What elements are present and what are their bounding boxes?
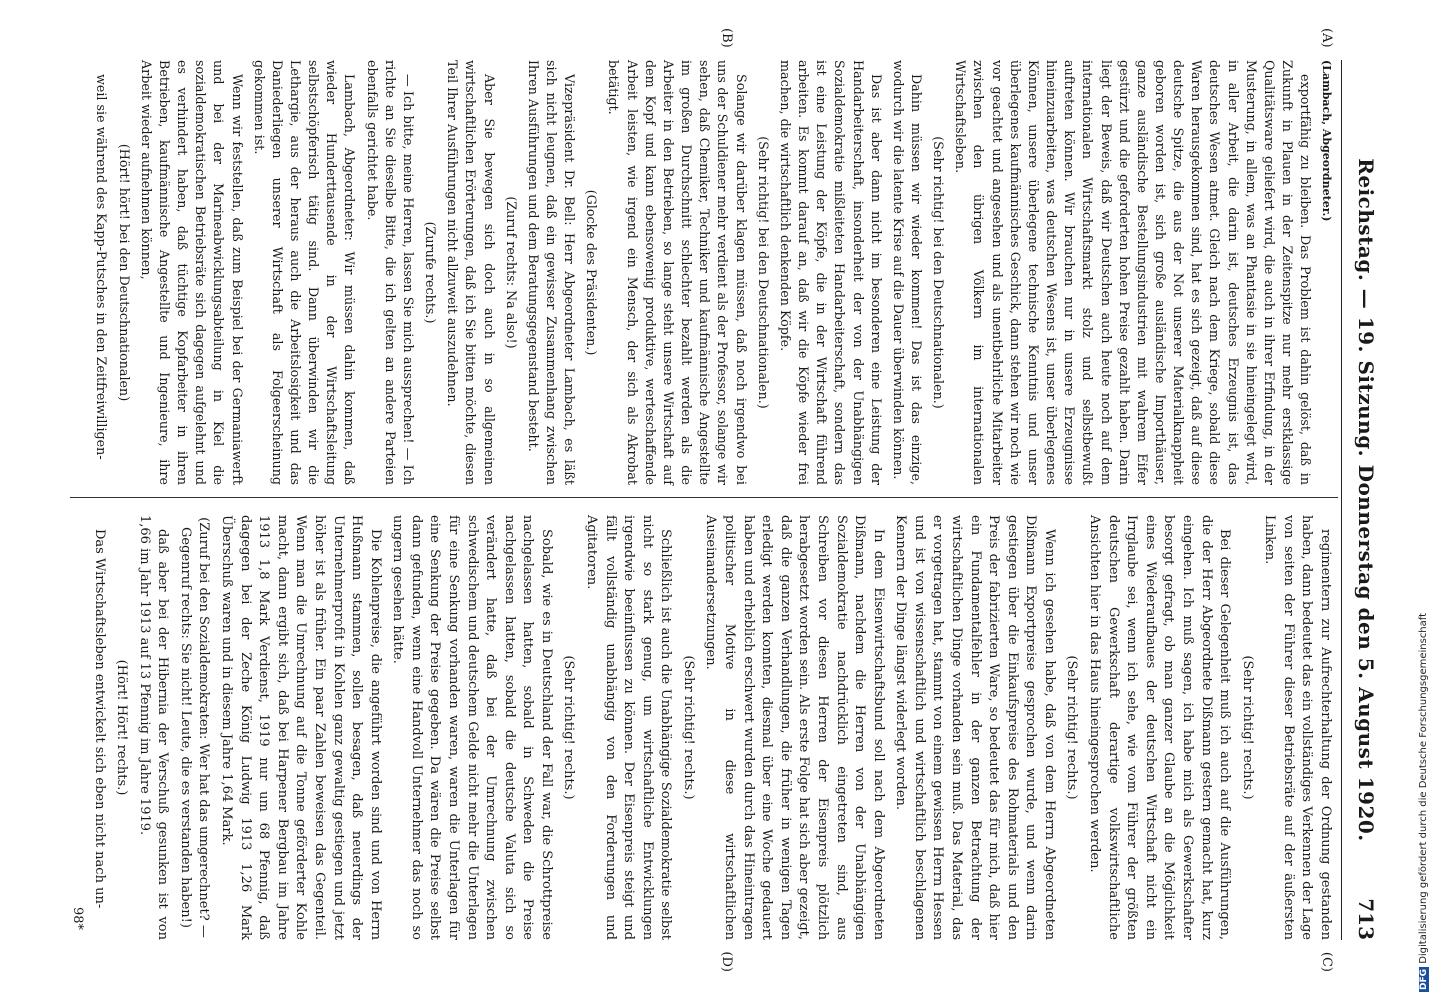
dfg-logo: DFG [1419,968,1429,990]
paragraph: Das ist aber dann nicht im besonderen eine Leistung der Handarbeiterschaft, insonderheit der von der Unabhängigen Sozialdemokratie mißleiteten Handarbeiterschaft, sondern das ist eine Leistung der Köpfe, die in der Wirtschaft führend arbeiten. Es kommt darauf an, daß wir die Köpfe wieder frei machen, die wirtschaftlich denkenden Köpfe. [777,60,884,485]
paragraph: Schließlich ist auch die Unabhängige Sozialdemokratie selbst nicht so stark genug, um wirtschaftliche Entwicklungen irgendwie beeinflussen zu können. Der Eisenpreis steigt und fällt vollständig unabhängig von den Forderungen und Agitatoren. [584,515,674,940]
digitization-note: Digitalisierung gefördert durch die Deutsche Forschungsgemeinschaft [1418,612,1429,964]
margin-marker-c: (C) [1319,951,1334,972]
interjection: (Hört! hört! bei den Deutschnationalen) [116,143,132,402]
paragraph: regimentern zur Aufrechterhaltung der Ordnung gestanden haben, dann bedeutet das ein vollständiges Verkennen der Lage von seiten der Führer dieser Betriebsräte auf der äußersten Linken. [1262,515,1333,940]
margin-marker-d: (D) [719,951,734,972]
interjection: (Sehr richtig! rechts.) [680,655,696,800]
paragraph: Wenn ich gesehen habe, daß von dem Herrn Abgeordneten Dißmann Exportpreise gesprochen wurde, und wenn darin gestiegen über die Einkaufspreise des Rohmaterials und den Preis der fabrizierten Ware, so bedeutet das für mich, daß hier ein Fundamentalfehler in der ganzen Betrachtung der wirtschaftlichen Dinge vorhanden sein muß. Das Material, das er vorgetragen hat, stammt von einem gewissen Herrn Hessen und ist von wissenschaftlich und wirtschaftlich beschlagenen Kennern der Dinge längst widerlegt worden. [893,515,1057,940]
interjection: (Sehr richtig! rechts.) [1239,655,1255,800]
paragraph: — Ich bitte, meine Herren, lassen Sie mich aussprechen! — Ich richte an Sie dieselbe Bitte, die ich gelten an andere Parteien ebenfalls gerichtet habe. [364,60,416,485]
interjection: (Zurufe rechts.) [423,221,439,324]
header-rule [1341,60,1342,940]
paragraph: Lambach, Abgeordneter: Wir müssen dahin kommen, daß wieder Hunderttausende in der Wirtschaftsleitung selbstschöpferisch tätig sind. Dann überwinden wir die Lethargie, aus der heraus auch die Arbeitslosigkeit und das Daniederliegen unserer Wirtschaft als Folgeerscheinung gekommen ist. [251,60,358,485]
paragraph: Vizepräsident Dr. Bell: Herr Abgeordneter Lambach, es läßt sich nicht leugnen, daß ein gewisser Zusammenhang zwischen Ihren Ausführungen und dem Beratungsgegenstand besteht. [525,60,578,485]
margin-marker-a: (A) [1319,28,1334,48]
left-column [88,60,1334,485]
interjection: (Zuruf bei den Sozialdemokraten: Wer hat das umgerechnet? — Gegenruf rechts: Sie nicht! Leute, die es verstanden haben!) [177,517,212,938]
interjection: (Sehr richtig! rechts.) [561,655,577,800]
paragraph: Wenn wir feststellen, daß zum Beispiel bei der Germaniawerft und bei der Marineabwicklungsabteilung in Kiel die sozialdemokratischen Betriebsräte sich dagegen aufgelehnt und es verhindert haben, daß tüchtige Kopfarbeiter in ihren Betrieben, kaufmännische Angestellte und Ingenieure, ihre Arbeit wieder aufnehmen können, [138,60,245,485]
paragraph: weil sie während des Kapp-Putsches in den Zeitfreiwilligen- [94,74,110,460]
paragraph: Das Wirtschaftsleben entwickelt sich eben nicht nach un- [91,529,107,909]
digitization-stamp [1418,2,1432,992]
interjection: (Sehr richtig! bei den Deutschnationalen.) [931,136,947,409]
paragraph: In dem Eisenwirtschaftsbund soll nach dem Abgeordneten Dißmann, nachdem die Herren von der Unabhängigen Sozialdemokratie nachdrücklich eingetreten sind, aus Schreiben vor diesen Herren der Eisenpreis plötzlich herabgesetzt worden sein. Als erste Folge hat sich aber gezeigt, daß die ganzen Verhandlungen, die früher in wenigen Tagen erledigt werden konnten, diesmal über eine Woche gedauert haben und erheblich erschwert wurden durch das Hineintragen politischer Motive in diese wirtschaftlichen Auseinandersetzungen. [703,515,886,940]
paragraph: Die Kohlenpreise, die angeführt worden sind und von Herrn Hußmann stammen, sollen besagen, daß neuerdings der Unternehmerprofit in Kohlen ganz gewaltig gestiegen und jetzt höher ist als früher. Ein paar Zahlen beweisen das Gegenteil. Wenn man die Umrechnung auf die Tonne geförderter Kohle macht, dann ergibt sich, daß bei Harpener Bergbau im Jahre 1913 1,8 Mark Verdienst, 1919 nur um 68 Pfennig, daß dagegen bei der Zeche König Ludwig 1913 1,26 Mark Überschuß waren und in diesem Jahre 1,64 Mark. [219,515,383,940]
page-number: 713 [1354,898,1378,940]
paragraph: Dahin müssen wir wieder kommen! Das ist das einzige, wodurch wir die latente Krise auf die Dauer überwinden können. [890,60,924,485]
speaker-label: (Lambach, Abgeordneter.) [1320,60,1333,222]
interjection: (Sehr richtig! rechts.) [1064,655,1080,800]
page-title: Reichstag. — 19. Sitzung. Donnerstag den 5. August 1920. [1354,158,1378,842]
paragraph: exportfähig zu bleiben. Das Problem ist dahin gelöst, daß in Zukunft in Plauen in der Zeitenspitze nur mehr erstklassige Qualitätsware geliefert wird, die auch in ihrer Erfindung, in der Musterung, in allem, was an Phantasie in sie hineingelegt wird, in aller Arbeit, die darin ist, deutsches Erzeugnis ist, das deutsches Wesen atmet. Gleich nach dem Kriege, sobald diese Waren herausgekommen sind, hat es sich gezeigt, daß auf diese deutsche Spitze, die aus der Not unserer Materialknappheit geboren worden ist, sich große ausländische Importhäuser, ganze ausländische Bestellungsindustrien mit wahrem Eifer gestürzt und die geforderten hohen Preise gezahlt haben. Darin liegt der Beweis, daß wir Deutschen auch heute noch auf dem internationalen Wirtschaftsmarkt stolz und selbstbewußt auftreten können. Wir brauchen nur in unsere Erzeugnisse hineinzuarbeiten, was deutschen Wesens ist, unser überlegenes Können, unsere überlegene technische Kenntnis und unser überlegenes kaufmännisches Geschick, dann stehen wir noch wie vor geachtet und angesehen und als unentbehrliche Mitarbeiter zwischen den übrigen Völkern im internationalen Wirtschaftsleben. [953,60,1314,485]
right-column [85,515,1334,940]
margin-marker-b: (B) [719,28,734,48]
paragraph: Aber Sie bewegen sich doch auch in so allgemeinen wirtschaftlichen Erörterungen, daß ich Sie bitten möchte, diesen Teil Ihrer Ausführungen nicht allzuweit auszudehnen. [445,60,497,485]
paragraph: Sobald, wie es in Deutschland der Fall war, die Schrottpreise nachgelassen hatten, sobald in Schweden die Preise nachgelassen hatten, sobald die deutsche Valuta sich so verändert hatte, daß bei der Umrechnung zwischen schwedischem und deutschem Gelde nicht mehr die Unterlagen für eine Senkung vorhanden waren, waren die Unterlagen für eine Senkung der Preise gegeben. Da wären die Preise selbst dann gefunden, wenn eine Handvoll Unternehmer das noch so ungern gesehen hätte. [390,515,554,940]
interjection: (Hört! Hört! rechts.) [114,659,130,796]
column-divider [70,497,1338,498]
interjection: (Glocke des Präsidenten.) [584,189,600,356]
interjection: (Sehr richtig! bei den Deutschnationalen.) [755,136,771,409]
page-header [1344,60,1384,940]
paragraph: Bei dieser Gelegenheit muß ich auch auf die Ausführungen, die der Herr Abgeordnete Dißmann gestern gemacht hat, kurz eingehen. Ich muß sagen, ich habe mich als Gewerkschafter besorgt gefragt, ob man ganzer Glaube an die Möglichkeit eines Wiederaufbaues der deutschen Wirtschaft nicht ein Irrglaube sei, wenn ich sehe, wie vom Führer der größten deutschen Gewerkschaft derartige volkswirtschaftliche Ansichten hier in das Haus hineingesprochen werden. [1087,515,1233,940]
interjection: (Zuruf rechts: Na also!) [503,196,519,349]
paragraph: daß aber bei der Hibernia der Verschuß gesunken ist von 1,66 im Jahr 1913 auf 13 Pfennig im Jahre 1919. [136,515,171,940]
signature-mark: 98* [70,906,85,930]
paragraph: Solange wir darüber klagen müssen, daß noch irgendwo bei uns der Schuldiener mehr verdient als der Professor, solange wir sehen, daß Chemiker, Techniker und kaufmännische Angestellte im großen Durchschnitt schlechter bezahlt werden als die Arbeiter in den Betrieben, so lange steht unsere Wirtschaft auf dem Kopf und kann ebensowenig produktive, werteschaffende Arbeit leisten, wie irgend ein Mensch, der sich als Akrobat betätigt. [606,60,749,485]
